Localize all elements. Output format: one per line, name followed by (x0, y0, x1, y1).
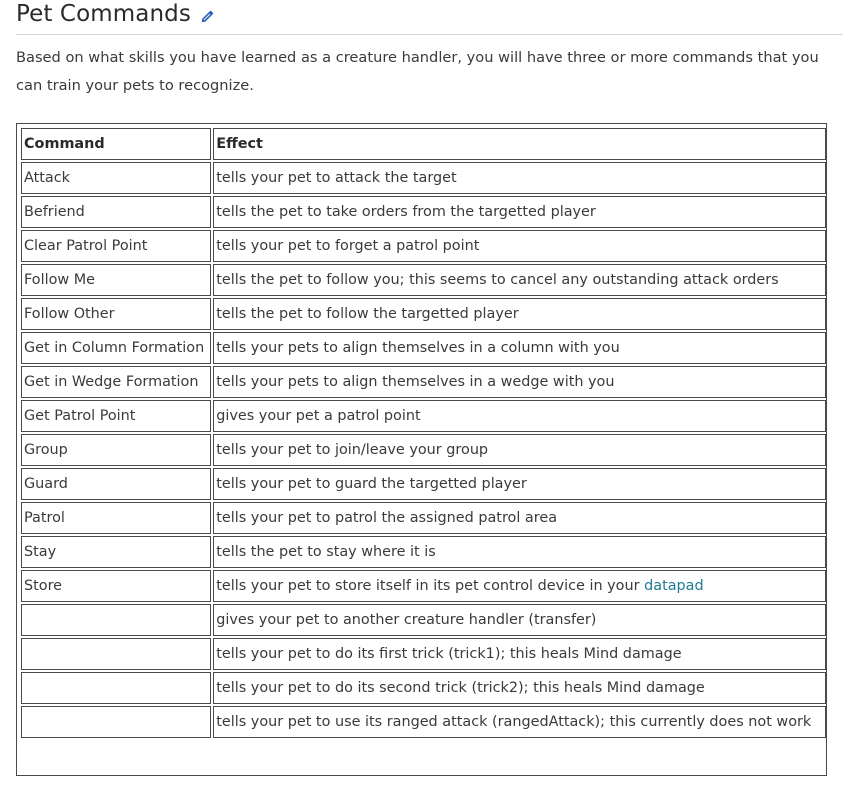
effect-cell: tells your pet to attack the target (213, 162, 826, 194)
command-cell (21, 706, 211, 738)
effect-cell: tells your pet to use its ranged attack (rangedAttack); this currently does not work (213, 706, 826, 738)
table-row (21, 638, 826, 670)
effect-cell: gives your pet a patrol point (213, 400, 826, 432)
table-row (21, 434, 826, 466)
table-row (21, 706, 826, 738)
header-command: Command (21, 128, 211, 160)
commands-table-frame (16, 123, 827, 776)
table-row (21, 298, 826, 330)
table-row (21, 604, 826, 636)
command-cell: Group (21, 434, 211, 466)
table-row (21, 570, 826, 602)
command-cell: Patrol (21, 502, 211, 534)
table-row (21, 536, 826, 568)
command-cell: Get Patrol Point (21, 400, 211, 432)
effect-cell: tells your pet to patrol the assigned patrol area (213, 502, 826, 534)
command-cell: Follow Other (21, 298, 211, 330)
table-row (21, 400, 826, 432)
effect-cell: tells your pet to join/leave your group (213, 434, 826, 466)
effect-cell: gives your pet to another creature handler (transfer) (213, 604, 826, 636)
effect-cell (213, 570, 826, 602)
command-cell (21, 672, 211, 704)
effect-cell: tells your pets to align themselves in a column with you (213, 332, 826, 364)
effect-cell: tells your pet to do its second trick (trick2); this heals Mind damage (213, 672, 826, 704)
command-cell (21, 638, 211, 670)
table-header-row (21, 128, 826, 160)
effect-cell: tells the pet to follow the targetted player (213, 298, 826, 330)
effect-cell: tells the pet to take orders from the targetted player (213, 196, 826, 228)
command-cell: Clear Patrol Point (21, 230, 211, 262)
table-row (21, 366, 826, 398)
effect-text: tells your pet to store itself in its pet control device in your (216, 578, 645, 594)
table-row (21, 264, 826, 296)
command-cell: Guard (21, 468, 211, 500)
intro-paragraph: Based on what skills you have learned as a creature handler, you will have three or more commands that you can train your pets to recognize. (16, 49, 819, 94)
table-row (21, 162, 826, 194)
command-cell: Attack (21, 162, 211, 194)
command-cell: Store (21, 570, 211, 602)
page-title: Pet Commands (16, 1, 191, 27)
commands-table (19, 126, 828, 740)
header-effect: Effect (213, 128, 826, 160)
effect-cell: tells your pets to align themselves in a wedge with you (213, 366, 826, 398)
command-cell (21, 604, 211, 636)
command-cell: Get in Column Formation (21, 332, 211, 364)
command-cell: Befriend (21, 196, 211, 228)
effect-cell: tells your pet to guard the targetted player (213, 468, 826, 500)
table-row (21, 230, 826, 262)
pencil-icon[interactable] (200, 8, 216, 24)
command-cell: Get in Wedge Formation (21, 366, 211, 398)
effect-cell: tells your pet to do its first trick (trick1); this heals Mind damage (213, 638, 826, 670)
effect-cell: tells the pet to follow you; this seems to cancel any outstanding attack orders (213, 264, 826, 296)
section-heading (16, 0, 843, 35)
datapad-link[interactable]: datapad (644, 578, 704, 594)
table-body (21, 162, 826, 738)
effect-cell: tells the pet to stay where it is (213, 536, 826, 568)
table-row (21, 196, 826, 228)
table-row (21, 672, 826, 704)
command-cell: Follow Me (21, 264, 211, 296)
table-row (21, 332, 826, 364)
table-row (21, 502, 826, 534)
command-cell: Stay (21, 536, 211, 568)
effect-cell: tells your pet to forget a patrol point (213, 230, 826, 262)
table-row (21, 468, 826, 500)
